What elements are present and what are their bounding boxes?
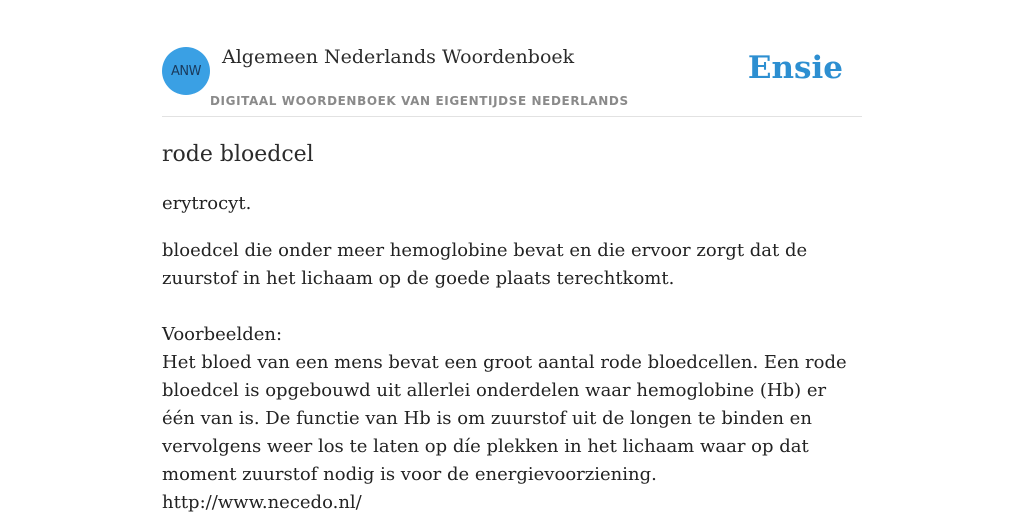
example-text: Het bloed van een mens bevat een groot aantal rode bloedcellen. Een rode bloedcel is opgebouwd uit allerlei onderdelen waar hemoglobine (Hb) er één van is. De functie van Hb is om zuurstof uit de longen te binden en vervolgens weer los te laten op díe plekken in het lichaam waar op dat moment zuurstof nodig is voor de energievoorziening. xyxy=(162,352,847,485)
page-title: rode bloedcel xyxy=(162,142,314,167)
logo-text: ANW xyxy=(171,63,201,79)
anw-logo[interactable] xyxy=(162,47,210,95)
entry-definition: bloedcel die onder meer hemoglobine bevat en die ervoor zorgt dat de zuurstof in het lichaam op de goede plaats terechtkomt. xyxy=(162,240,808,289)
source-link[interactable]: http://www.necedo.nl/ xyxy=(162,492,362,512)
dictionary-subtitle: DIGITAAL WOORDENBOEK VAN EIGENTIJDSE NEDERLANDS xyxy=(210,94,629,108)
examples-label: Voorbeelden: xyxy=(162,324,283,345)
dictionary-title[interactable]: Algemeen Nederlands Woordenboek xyxy=(222,46,575,68)
entry-synonym: erytrocyt. xyxy=(162,193,252,214)
site-header xyxy=(162,0,862,117)
ensie-logo[interactable]: Ensie xyxy=(747,50,843,86)
entry-content xyxy=(162,140,862,512)
